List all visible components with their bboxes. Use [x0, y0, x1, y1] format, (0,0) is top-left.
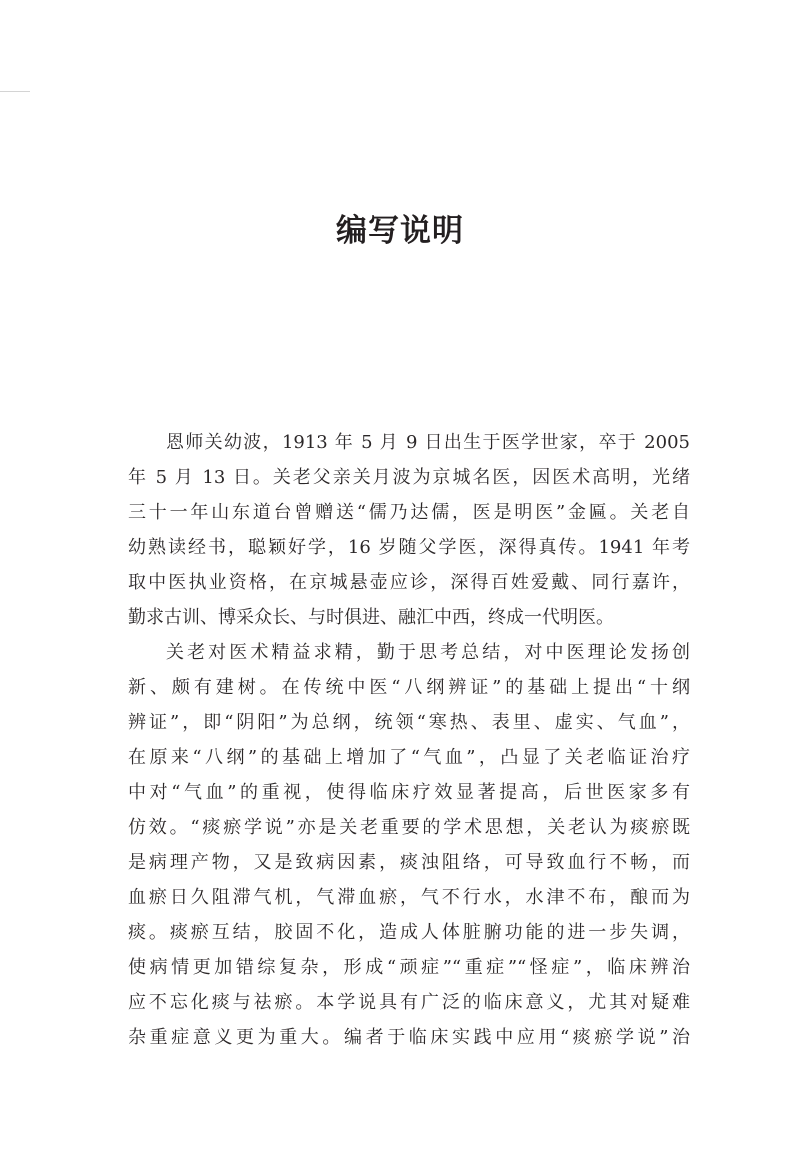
text-line: 仿效。“痰瘀学说”亦是关老重要的学术思想，关老认为痰瘀既 — [128, 817, 690, 838]
page-title: 编写说明 — [336, 213, 464, 249]
paragraph-2 — [128, 635, 690, 1055]
text-line: 恩师关幼波，1913 年 5 月 9 日出生于医学世家，卒于 2005 — [166, 432, 690, 453]
text-line: 使病情更加错综复杂，形成“顽症”“重症”“怪症”，临床辨治 — [128, 957, 690, 978]
text-line: 新、颇有建树。在传统中医“八纲辨证”的基础上提出“十纲 — [128, 677, 690, 698]
text-line: 辨证”，即“阴阳”为总纲，统领“寒热、表里、虚实、气血”， — [128, 712, 690, 733]
text-line: 年 5 月 13 日。关老父亲关月波为京城名医，因医术高明，光绪 — [128, 467, 690, 488]
text-line: 取中医执业资格，在京城悬壶应诊，深得百姓爱戴、同行嘉许， — [128, 572, 690, 593]
body-text — [128, 425, 690, 1055]
corner-rule-divider — [0, 91, 30, 92]
text-line: 勤求古训、博采众长、与时俱进、融汇中西，终成一代明医。 — [128, 607, 614, 628]
text-line: 三十一年山东道台曾赠送“儒乃达儒，医是明医”金匾。关老自 — [128, 502, 690, 523]
text-line: 应不忘化痰与祛瘀。本学说具有广泛的临床意义，尤其对疑难 — [128, 992, 690, 1013]
paragraph-1 — [128, 425, 690, 635]
text-line: 幼熟读经书，聪颖好学，16 岁随父学医，深得真传。1941 年考 — [128, 537, 690, 558]
text-line: 关老对医术精益求精，勤于思考总结，对中医理论发扬创 — [166, 642, 690, 663]
text-line: 杂重症意义更为重大。编者于临床实践中应用“痰瘀学说”治 — [128, 1027, 690, 1048]
text-line: 是病理产物，又是致病因素，痰浊阻络，可导致血行不畅，而 — [128, 852, 690, 873]
text-line: 在原来“八纲”的基础上增加了“气血”，凸显了关老临证治疗 — [128, 747, 690, 768]
text-line: 痰。痰瘀互结，胶固不化，造成人体脏腑功能的进一步失调， — [128, 922, 690, 943]
text-line: 血瘀日久阻滞气机，气滞血瘀，气不行水，水津不布，酿而为 — [128, 887, 690, 908]
text-line: 中对“气血”的重视，使得临床疗效显著提高，后世医家多有 — [128, 782, 690, 803]
